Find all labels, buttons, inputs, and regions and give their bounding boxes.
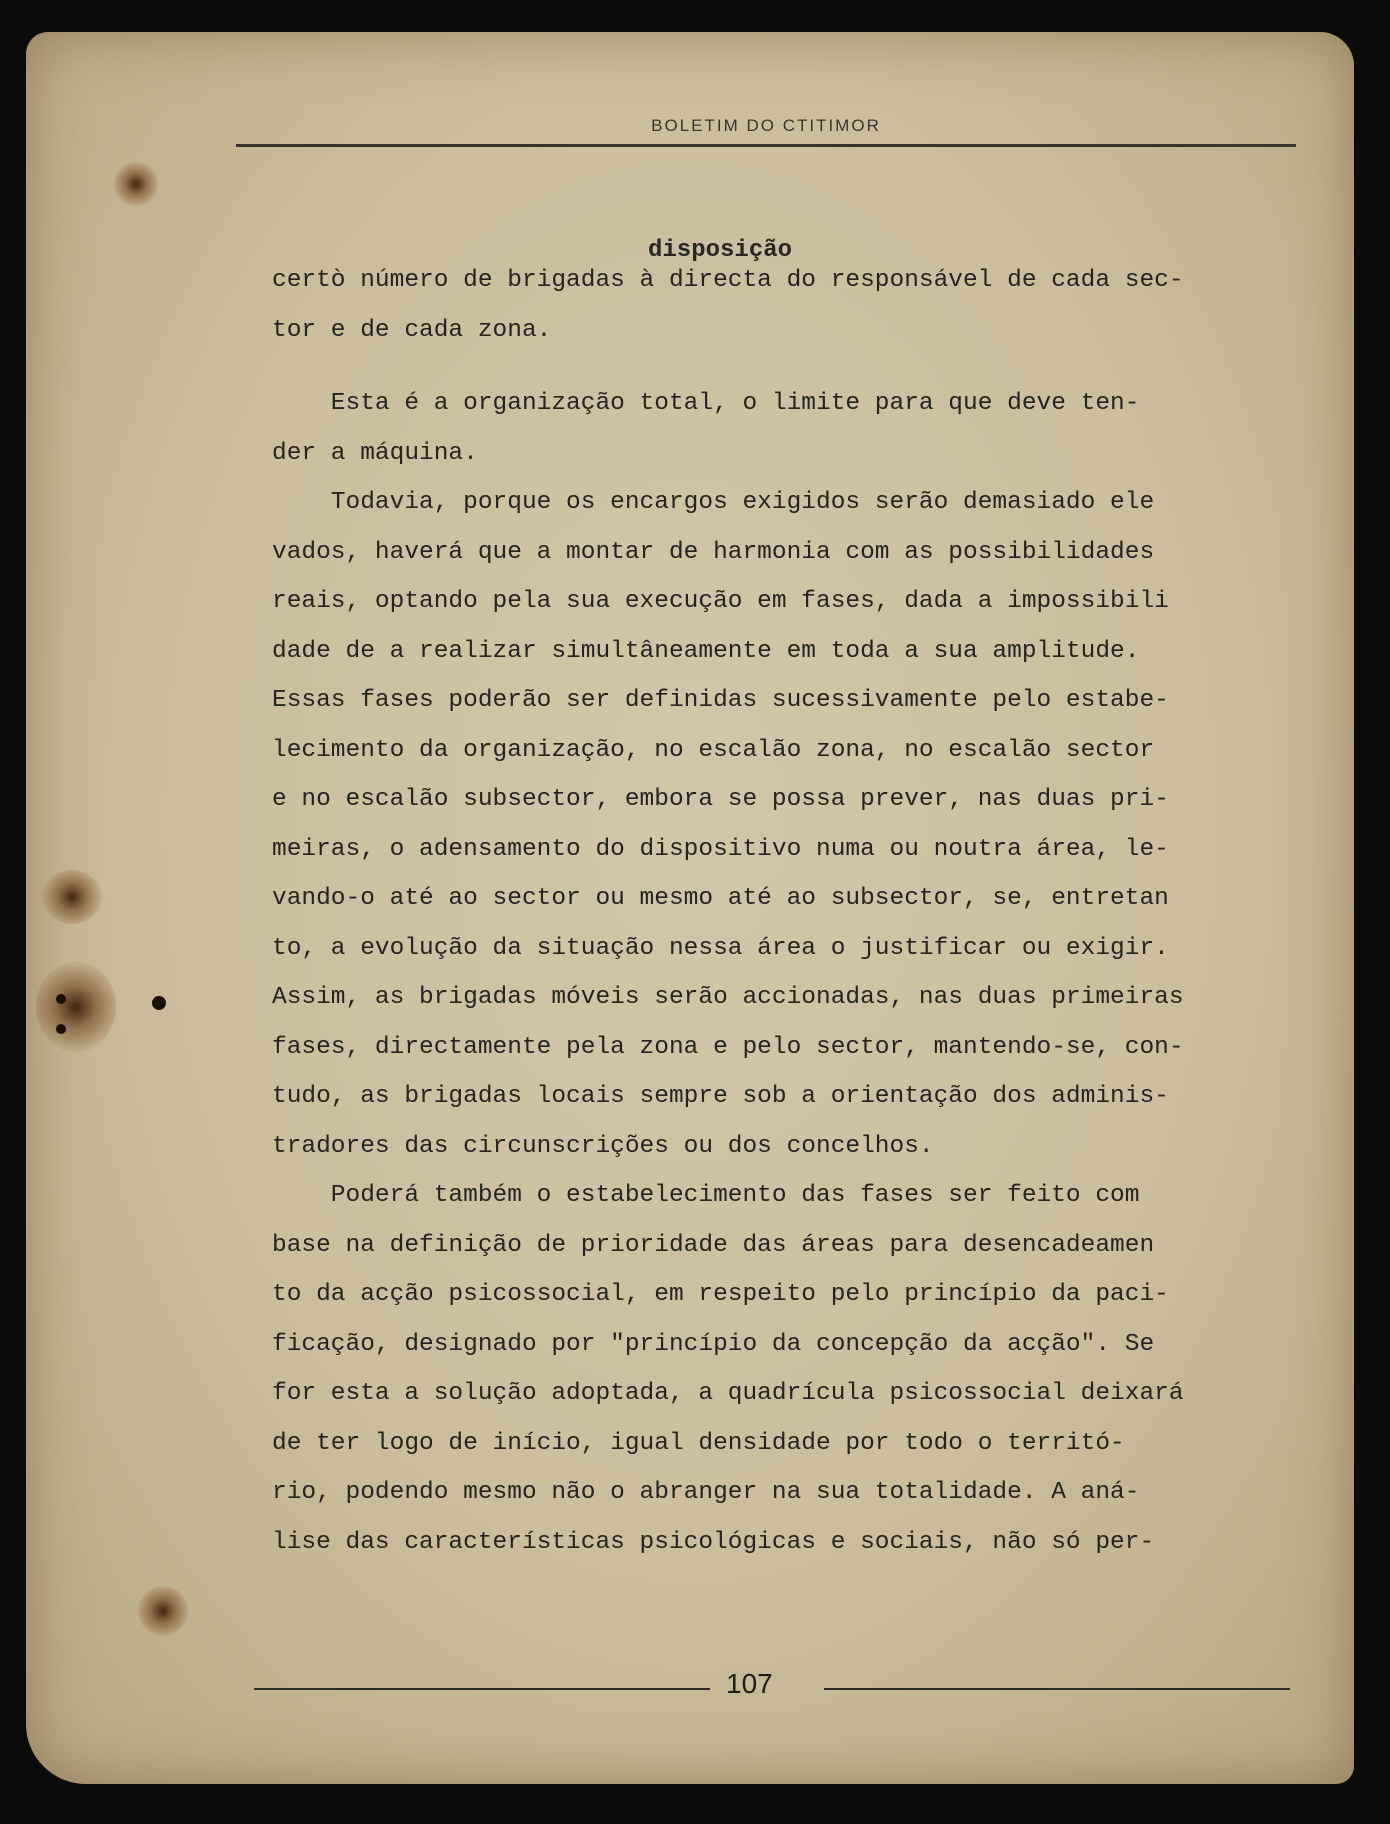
- footer-rule-left: [254, 1688, 710, 1690]
- text-line: tudo, as brigadas locais sempre sob a orientação dos adminis-: [272, 1083, 1169, 1110]
- rust-stain: [36, 962, 116, 1052]
- text-line: certò número de brigadas à directa do responsável de cada sec-: [272, 267, 1184, 294]
- page-footer: [254, 1668, 1290, 1708]
- text-line: vados, haverá que a montar de harmonia com as possibilidades: [272, 538, 1155, 566]
- text-line: Esta é a organização total, o limite para que deve ten-: [272, 390, 1140, 417]
- text-line: base na definição de prioridade das áreas para desencadeamen: [272, 1231, 1155, 1259]
- body-text: [272, 256, 1312, 1567]
- text-line: Todavia, porque os encargos exigidos serão demasiado ele: [272, 489, 1155, 516]
- text-line: vando-o até ao sector ou mesmo até ao subsector, se, entretan: [272, 885, 1169, 912]
- text-line: de ter logo de início, igual densidade por todo o territó-: [272, 1429, 1125, 1457]
- text-line: e no escalão subsector, embora se possa prever, nas duas pri-: [272, 786, 1169, 813]
- text-line: lise das características psicológicas e sociais, não só per-: [272, 1528, 1155, 1556]
- header-rule: [236, 144, 1296, 147]
- text-line: for esta a solução adoptada, a quadrícula psicossocial deixará: [272, 1380, 1184, 1407]
- text-line: rio, podendo mesmo não o abranger na sua totalidade. A aná-: [272, 1479, 1140, 1506]
- rust-stain: [42, 870, 102, 924]
- text-line: fases, directamente pela zona e pelo sector, mantendo-se, con-: [272, 1033, 1184, 1061]
- punch-hole: [152, 996, 166, 1010]
- text-line: tor e de cada zona.: [272, 316, 552, 344]
- punch-hole: [56, 1024, 66, 1034]
- text-line: meiras, o adensamento do dispositivo numa ou noutra área, le-: [272, 835, 1169, 863]
- text-line: tradores das circunscrições ou dos concelhos.: [272, 1132, 934, 1160]
- handwritten-insertion: disposição: [648, 237, 793, 264]
- page-header-title: BOLETIM DO CTITIMOR: [651, 116, 881, 135]
- text-line: Poderá também o estabelecimento das fases ser feito com: [272, 1182, 1140, 1209]
- paragraph-gap: [272, 355, 1312, 379]
- document-page: [26, 32, 1354, 1784]
- text-line: der a máquina.: [272, 439, 478, 467]
- text-line: to, a evolução da situação nessa área o justificar ou exigir.: [272, 934, 1169, 962]
- text-line: Essas fases poderão ser definidas sucessivamente pelo estabe-: [272, 687, 1169, 714]
- punch-hole: [56, 994, 66, 1004]
- page-number: 107: [726, 1668, 773, 1699]
- text-line: Assim, as brigadas móveis serão accionadas, nas duas primeiras: [272, 984, 1184, 1011]
- footer-rule-right: [824, 1688, 1290, 1690]
- rust-stain: [138, 1586, 188, 1636]
- text-line: dade de a realizar simultâneamente em toda a sua amplitude.: [272, 637, 1140, 665]
- text-line: reais, optando pela sua execução em fases, dada a impossibili: [272, 588, 1169, 615]
- rust-stain: [114, 162, 158, 206]
- text-line: ficação, designado por "princípio da concepção da acção". Se: [272, 1330, 1155, 1358]
- text-line: to da acção psicossocial, em respeito pelo princípio da paci-: [272, 1281, 1169, 1308]
- text-line: lecimento da organização, no escalão zona, no escalão sector: [272, 736, 1155, 764]
